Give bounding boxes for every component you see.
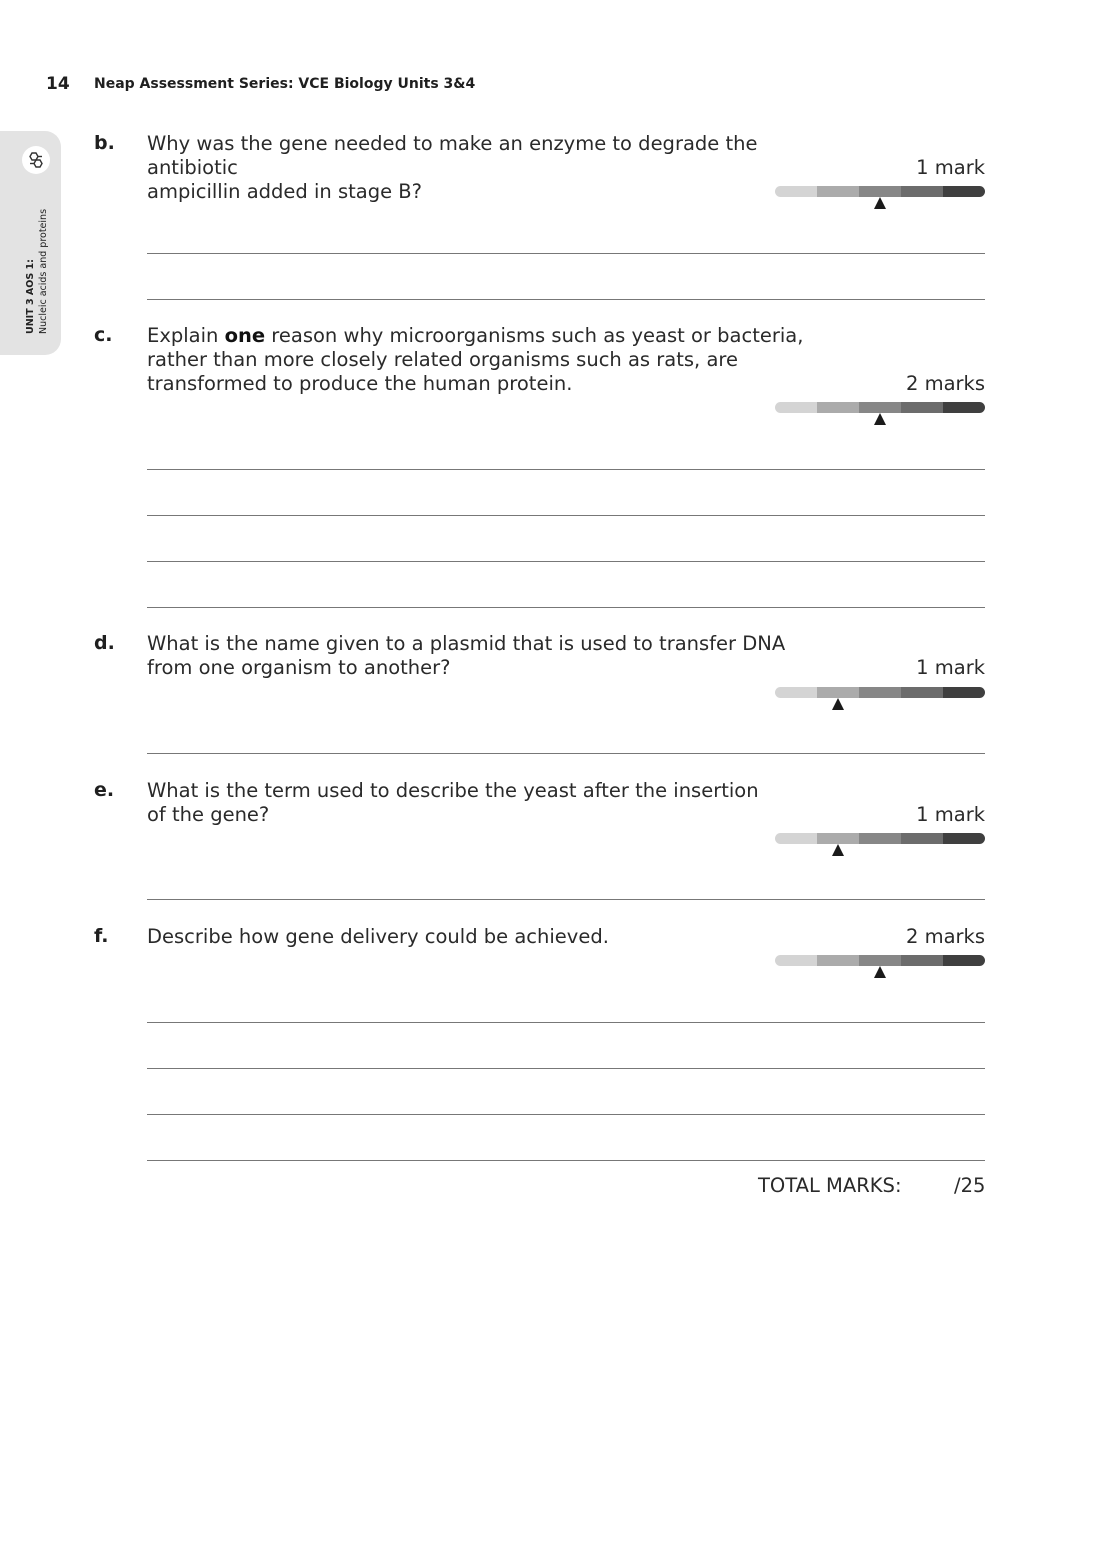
unit-label-line1: UNIT 3 AOS 1: <box>25 259 36 334</box>
answer-line[interactable] <box>147 1068 985 1069</box>
question-b-line2: ampicillin added in stage B? <box>147 180 422 203</box>
answer-line[interactable] <box>147 299 985 300</box>
question-f-line1: Describe how gene delivery could be achieved. <box>147 925 609 948</box>
question-f-text <box>147 925 837 949</box>
question-c-line3: transformed to produce the human protein. <box>147 372 573 395</box>
question-f-letter: f. <box>94 925 109 947</box>
question-c-line1a: Explain <box>147 324 225 347</box>
question-d-difficulty-arrow-icon <box>832 698 844 710</box>
question-c-line1b: reason why microorganisms such as yeast or bacteria, <box>265 324 804 347</box>
page-number: 14 <box>46 74 70 94</box>
question-b-line1: Why was the gene needed to make an enzyme to degrade the antibiotic <box>147 132 758 179</box>
answer-line[interactable] <box>147 469 985 470</box>
answer-line[interactable] <box>147 607 985 608</box>
question-c-line2: rather than more closely related organisms such as rats, are <box>147 348 738 371</box>
question-c-emphasis: one <box>224 324 266 347</box>
answer-line[interactable] <box>147 1114 985 1115</box>
question-b-difficulty-arrow-icon <box>874 197 886 209</box>
question-b-marks: 1 mark <box>916 156 985 179</box>
answer-line[interactable] <box>147 753 985 754</box>
answer-line[interactable] <box>147 1160 985 1161</box>
question-b-letter: b. <box>94 132 115 154</box>
question-d-marks: 1 mark <box>916 656 985 679</box>
question-b-text <box>147 132 837 204</box>
question-c-letter: c. <box>94 324 113 346</box>
question-d-line1: What is the name given to a plasmid that is used to transfer DNA <box>147 632 786 655</box>
question-c-difficulty-arrow-icon <box>874 413 886 425</box>
question-f-difficulty-arrow-icon <box>874 966 886 978</box>
question-d-text <box>147 632 837 680</box>
total-marks-value: /25 <box>954 1174 986 1197</box>
unit-label-line2: Nucleic acids and proteins <box>38 208 49 334</box>
question-e-marks: 1 mark <box>916 803 985 826</box>
question-e-line2: of the gene? <box>147 803 270 826</box>
answer-line[interactable] <box>147 515 985 516</box>
question-c-marks: 2 marks <box>905 372 985 395</box>
question-f-marks: 2 marks <box>905 925 985 948</box>
question-e-line1: What is the term used to describe the yeast after the insertion <box>147 779 759 802</box>
question-e-letter: e. <box>94 779 115 801</box>
question-e-difficulty-arrow-icon <box>832 844 844 856</box>
answer-line[interactable] <box>147 561 985 562</box>
question-d-letter: d. <box>94 632 115 654</box>
question-c-difficulty-bar <box>775 402 985 413</box>
question-e-difficulty-bar <box>775 833 985 844</box>
question-d-difficulty-bar <box>775 687 985 698</box>
total-marks-label: TOTAL MARKS: <box>758 1174 902 1197</box>
question-c-text <box>147 324 837 396</box>
question-f-difficulty-bar <box>775 955 985 966</box>
question-b-difficulty-bar <box>775 186 985 197</box>
unit-label <box>24 114 50 334</box>
answer-line[interactable] <box>147 253 985 254</box>
question-d-line2: from one organism to another? <box>147 656 451 679</box>
answer-line[interactable] <box>147 899 985 900</box>
question-e-text <box>147 779 837 827</box>
series-title: Neap Assessment Series: VCE Biology Units 3&4 <box>94 76 476 92</box>
answer-line[interactable] <box>147 1022 985 1023</box>
